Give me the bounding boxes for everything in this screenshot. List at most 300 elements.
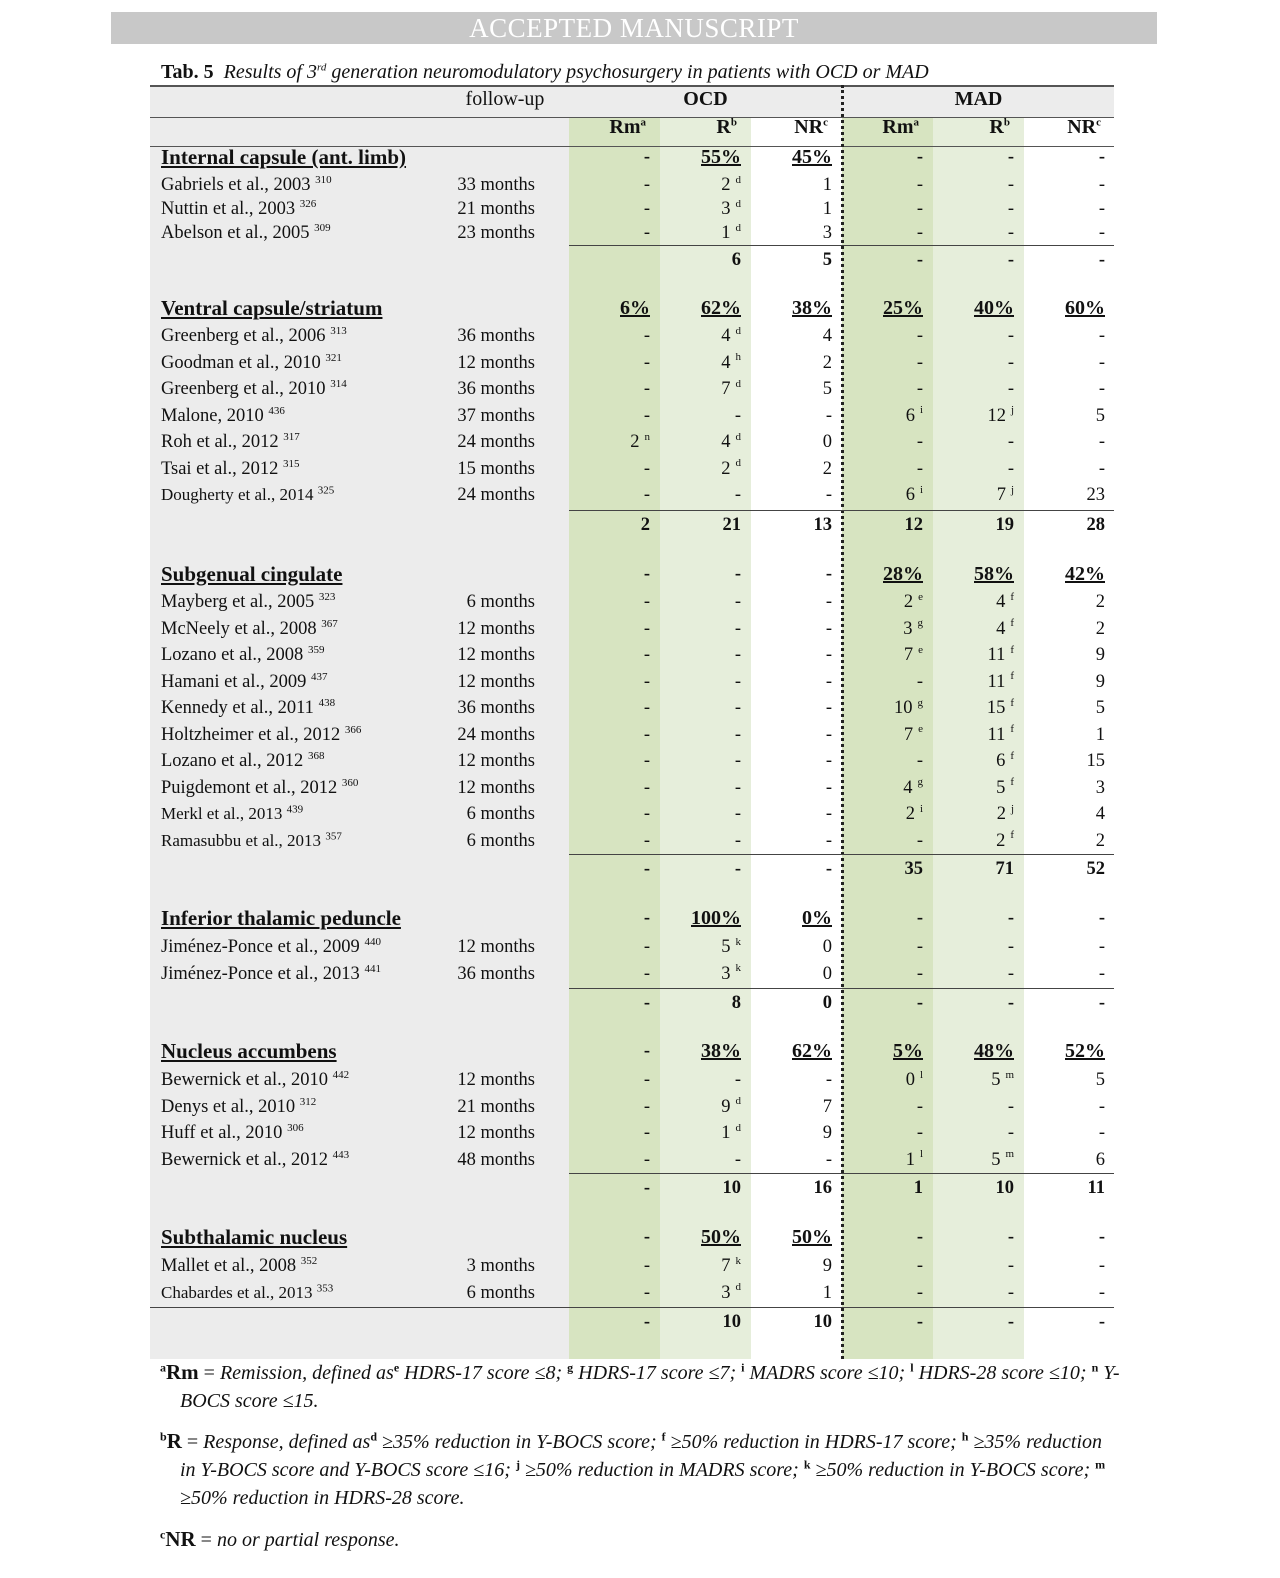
cell-value: - (825, 645, 832, 665)
cell-value: - (643, 592, 650, 612)
followup-duration: 12 months (457, 618, 535, 639)
table-cell-value (842, 591, 923, 613)
section-total-value: 19 (995, 515, 1014, 535)
cell-value: - (1007, 352, 1014, 373)
study-reference-number: 368 (307, 749, 325, 762)
section-title: Subthalamic nucleus (161, 1225, 348, 1249)
table-cell-value (1024, 697, 1105, 719)
table-cell-value (842, 378, 923, 400)
cell-value: 9 (1095, 645, 1105, 665)
table-cell-value (569, 174, 650, 196)
footnote-item-mark: i (741, 1360, 745, 1375)
final-table-rule (150, 1307, 1114, 1308)
table-cell-value (842, 777, 923, 799)
cell-value: - (1007, 199, 1014, 219)
study-citation (161, 1282, 333, 1304)
section-total-value: 16 (813, 1178, 832, 1198)
section-summary-value: - (734, 564, 741, 584)
cell-value: 1 (721, 1123, 731, 1143)
footnote-b (150, 1427, 1120, 1512)
followup-duration: 21 months (457, 1096, 535, 1117)
footnote-term: NR (165, 1527, 196, 1551)
footnote-item-text: ≥35% reduction in Y-BOCS score and Y-BOCS score ≤16; (180, 1431, 1102, 1481)
table-cell-value (1024, 591, 1105, 613)
table-cell-value (842, 1282, 923, 1304)
cell-value: - (734, 405, 741, 426)
cell-value: - (643, 963, 650, 984)
cell-value: - (734, 751, 741, 771)
cell-footnote-mark: g (917, 696, 923, 709)
study-reference-number: 359 (307, 643, 325, 656)
followup-duration: 3 months (466, 1256, 535, 1276)
section-total-value: - (1007, 1312, 1014, 1332)
footnote-item-text: ≥50% reduction in HDRS-28 score. (180, 1487, 465, 1509)
section-total-value: 21 (722, 515, 741, 535)
study-reference-number: 441 (364, 962, 381, 975)
column-header-label: Rm (609, 116, 641, 138)
subtotal-rule (569, 245, 1114, 246)
footnote-equals: = (195, 1529, 217, 1551)
cell-value: 4 (903, 777, 913, 798)
footnote-item-text: HDRS-17 score ≤8; (399, 1362, 568, 1384)
cell-footnote-mark: f (1010, 643, 1014, 656)
cell-value: 6 (996, 751, 1006, 771)
table-cell-value (660, 431, 741, 453)
cell-value: 1 (721, 223, 731, 243)
study-reference-number: 326 (299, 197, 317, 210)
study-citation (161, 431, 300, 453)
cell-value: - (916, 751, 923, 771)
table-cell-value (933, 1255, 1014, 1277)
footnote-item-mark: f (661, 1429, 666, 1444)
cell-value: 11 (987, 671, 1006, 692)
followup-duration: 36 months (457, 698, 535, 718)
cell-value: - (643, 645, 650, 665)
cell-value: 6 (905, 485, 915, 505)
followup-duration: 24 months (457, 485, 535, 505)
cell-value: - (643, 485, 650, 505)
footnote-item-mark: k (803, 1457, 811, 1472)
cell-footnote-mark: i (919, 483, 923, 496)
section-total-value: - (825, 859, 832, 879)
cell-value: - (643, 1256, 650, 1276)
study-name: Bewernick et al., 2010 (161, 1070, 328, 1090)
cell-footnote-mark: f (1010, 776, 1014, 789)
cell-value: - (825, 671, 832, 692)
cell-value: - (1098, 1123, 1105, 1143)
cell-value: - (825, 405, 832, 426)
cell-value: 4 (721, 352, 731, 373)
footnote-mark: b (160, 1429, 167, 1444)
footnote-mark: c (160, 1527, 166, 1542)
study-name: Chabardes et al., 2013 (161, 1282, 313, 1302)
table-cell-value (751, 1122, 832, 1144)
section-title: Ventral capsule/striatum (161, 296, 383, 320)
section-summary-value: - (643, 147, 650, 167)
cell-value: 2 (721, 458, 731, 479)
cell-value: 2 (1095, 618, 1105, 639)
table-cell-value (751, 963, 832, 985)
cell-value: - (1098, 326, 1105, 346)
cell-value: - (643, 1070, 650, 1090)
cell-value: - (734, 645, 741, 665)
table-cell-value (751, 697, 832, 719)
cell-value: 15 (1086, 751, 1105, 771)
table-cell-value (569, 671, 650, 693)
cell-value: - (1007, 326, 1014, 346)
section-summary-value: - (825, 564, 832, 584)
cell-footnote-mark: i (919, 404, 923, 417)
study-name: Greenberg et al., 2010 (161, 379, 326, 399)
column-header (751, 116, 828, 138)
cell-value: 1 (822, 1282, 832, 1303)
cell-value: 2 (905, 804, 915, 824)
study-name: Kennedy et al., 2011 (161, 698, 314, 718)
cell-footnote-mark: g (917, 776, 923, 789)
study-name: Abelson et al., 2005 (161, 223, 310, 243)
cell-value: 7 (903, 724, 914, 745)
study-citation (161, 803, 303, 825)
table-cell-value (660, 198, 741, 220)
study-citation (161, 671, 328, 693)
study-name: Bewernick et al., 2012 (161, 1149, 328, 1170)
cell-footnote-mark: m (1005, 1068, 1014, 1081)
table-cell-value (933, 644, 1014, 666)
table-cell-value (1024, 936, 1105, 958)
study-reference-number: 442 (332, 1068, 350, 1081)
table-cell-value (660, 484, 741, 506)
table-cell-value (933, 325, 1014, 347)
footnote-item-text: ≥50% reduction in MADRS score; (519, 1459, 804, 1481)
cell-footnote-mark: d (735, 377, 741, 390)
study-citation (161, 174, 332, 196)
study-reference-number: 310 (315, 173, 332, 186)
study-reference-number: 437 (311, 670, 328, 683)
study-name: Nuttin et al., 2003 (161, 199, 296, 219)
cell-value: 2 (822, 352, 832, 373)
study-citation (161, 378, 347, 400)
study-reference-number: 438 (318, 696, 336, 709)
study-citation (161, 458, 300, 480)
table-cell-value (933, 777, 1014, 799)
table-cell-value (1024, 325, 1105, 347)
cell-value: 2 (630, 432, 640, 452)
section-summary-value: 50% (792, 1226, 832, 1248)
table-cell-value (1024, 222, 1105, 244)
table-cell-value (569, 1096, 650, 1118)
section-summary-value: - (643, 1041, 650, 1061)
section-total-value: 71 (995, 859, 1014, 879)
cell-value: - (643, 326, 650, 346)
table-cell-value (751, 222, 832, 244)
cell-footnote-mark: n (644, 430, 650, 443)
column-header-footnote-mark: a (640, 116, 646, 129)
table-cell-value (569, 644, 650, 666)
study-name: Merkl et al., 2013 (161, 804, 283, 823)
column-header-footnote-mark: c (1096, 116, 1101, 129)
footnote-term: Rm (166, 1360, 199, 1384)
cell-footnote-mark: d (735, 457, 741, 470)
cell-footnote-mark: k (735, 1254, 741, 1267)
study-reference-number: 357 (325, 829, 342, 842)
cell-value: - (1007, 1256, 1014, 1276)
table-cell-value (842, 697, 923, 719)
table-cell-value (751, 1069, 832, 1091)
cell-value: - (643, 1096, 650, 1117)
section-summary-value: 42% (1065, 563, 1105, 585)
study-reference-number: 323 (318, 590, 336, 603)
section-summary-value: 100% (691, 907, 741, 929)
followup-header: follow-up (465, 88, 545, 110)
cell-footnote-mark: g (917, 617, 923, 630)
table-cell-value (751, 1282, 832, 1304)
study-reference-number: 312 (299, 1095, 317, 1108)
followup-duration: 6 months (466, 592, 535, 612)
study-name: Dougherty et al., 2014 (161, 485, 314, 504)
cell-value: - (916, 963, 923, 984)
section-summary-value: 40% (974, 297, 1014, 319)
cell-value: - (1098, 1096, 1105, 1117)
cell-footnote-mark: f (1010, 723, 1014, 736)
followup-duration: 36 months (457, 379, 535, 399)
footnote-item-text: ≥50% reduction in HDRS-17 score; (665, 1431, 962, 1453)
section-summary-value: 38% (792, 297, 832, 319)
table-cell-value (751, 591, 832, 613)
cell-value: 9 (822, 1256, 832, 1276)
section-total-value: - (916, 993, 923, 1013)
section-summary-value: 58% (974, 563, 1014, 585)
section-total-value: - (643, 1178, 650, 1198)
cell-value: - (825, 1070, 832, 1090)
study-name: Gabriels et al., 2003 (161, 175, 311, 195)
footnote-definition: no or partial response. (216, 1529, 400, 1551)
table-cell-value (660, 1122, 741, 1144)
table-cell-value (569, 1069, 650, 1091)
study-reference-number: 367 (321, 617, 338, 630)
footnote-definition: Response, defined as (203, 1431, 371, 1453)
cell-value: - (1098, 1256, 1105, 1276)
cell-value: - (643, 175, 650, 195)
table-cell-value (842, 963, 923, 985)
cell-value: 3 (1095, 777, 1105, 798)
cell-value: - (1007, 458, 1014, 479)
table-cell-value (1024, 352, 1105, 374)
followup-duration: 15 months (457, 458, 535, 479)
section-total-value: 11 (1087, 1178, 1105, 1198)
section-summary-value: 62% (792, 1040, 832, 1062)
cell-value: 5 (721, 937, 731, 957)
section-summary-value: - (1007, 908, 1014, 928)
study-name: Puigdemont et al., 2012 (161, 777, 338, 798)
cell-footnote-mark: e (918, 643, 923, 656)
study-name: Huff et al., 2010 (161, 1123, 283, 1143)
cell-value: 3 (721, 199, 731, 219)
column-header-label: NR (1067, 116, 1097, 138)
cell-value: 6 (1095, 1149, 1105, 1170)
section-summary-value: - (1098, 908, 1105, 928)
table-label: Tab. 5 (161, 61, 214, 83)
table-cell-value (933, 222, 1014, 244)
table-cell-value (933, 1149, 1014, 1171)
cell-value: 5 (991, 1149, 1001, 1170)
study-name: Malone, 2010 (161, 405, 264, 426)
cell-value: - (734, 485, 741, 505)
section-total-value: 10 (722, 1178, 741, 1198)
table-cell-value (933, 352, 1014, 374)
cell-value: - (643, 379, 650, 399)
table-cell-value (1024, 458, 1105, 480)
followup-duration: 48 months (457, 1149, 535, 1170)
table-cell-value (660, 724, 741, 746)
followup-duration: 6 months (466, 804, 535, 824)
table-cell-value (933, 198, 1014, 220)
study-citation (161, 830, 342, 852)
table-cell-value (751, 724, 832, 746)
cell-value: 7 (721, 1256, 731, 1276)
table-cell-value (751, 750, 832, 772)
followup-duration: 12 months (457, 1123, 535, 1143)
table-cell-value (842, 405, 923, 427)
study-name: Denys et al., 2010 (161, 1096, 296, 1117)
cell-value: - (643, 458, 650, 479)
cell-footnote-mark: l (919, 1148, 923, 1161)
study-citation (161, 1255, 317, 1277)
cell-value: 15 (986, 698, 1006, 718)
study-name: Tsai et al., 2012 (161, 458, 279, 479)
followup-duration: 12 months (457, 1070, 535, 1090)
column-header (842, 116, 919, 138)
table-cell-value (660, 777, 741, 799)
table-cell-value (569, 198, 650, 220)
footnote-item-mark: h (961, 1429, 969, 1444)
table-cell-value (1024, 644, 1105, 666)
table-cell-value (569, 1255, 650, 1277)
study-citation (161, 644, 324, 666)
cell-value: - (916, 830, 923, 851)
table-cell-value (842, 1069, 923, 1091)
column-header-label: R (989, 116, 1004, 138)
followup-duration: 21 months (457, 199, 535, 219)
table-cell-value (569, 484, 650, 506)
results-table (150, 85, 1114, 1359)
cell-value: - (825, 804, 832, 824)
table-cell-value (660, 830, 741, 852)
table-cell-value (751, 777, 832, 799)
study-name: Goodman et al., 2010 (161, 352, 321, 373)
followup-duration: 6 months (466, 830, 535, 851)
table-cell-value (569, 378, 650, 400)
study-citation (161, 352, 342, 374)
cell-value: - (916, 1123, 923, 1143)
footnote-item-text: Y-BOCS score ≤15. (180, 1362, 1120, 1412)
table-cell-value (660, 750, 741, 772)
footnote-item-mark: d (370, 1429, 378, 1444)
cell-value: - (643, 405, 650, 426)
footnote-equals: = (198, 1362, 220, 1384)
study-name: Lozano et al., 2012 (161, 751, 304, 771)
table-cell-value (660, 697, 741, 719)
section-total-value: 35 (904, 859, 923, 879)
study-reference-number: 440 (364, 935, 381, 948)
followup-duration: 24 months (457, 432, 535, 452)
footnote-term: R (166, 1429, 182, 1453)
cell-value: 9 (822, 1123, 832, 1143)
table-cell-value (569, 777, 650, 799)
section-summary-value: 28% (883, 563, 923, 585)
table-cell-value (933, 484, 1014, 506)
footnote-c (150, 1525, 1120, 1554)
cell-value: - (916, 1256, 923, 1276)
cell-value: 2 (721, 175, 731, 195)
cell-value: - (734, 1149, 741, 1170)
study-name: Jiménez-Ponce et al., 2009 (161, 937, 360, 957)
section-summary-value: - (643, 564, 650, 584)
section-title: Inferior thalamic peduncle (161, 906, 401, 930)
cell-value: - (1098, 432, 1105, 452)
cell-footnote-mark: f (1010, 749, 1014, 762)
table-cell-value (842, 644, 923, 666)
column-header-footnote-mark: a (913, 116, 919, 129)
cell-footnote-mark: d (735, 430, 741, 443)
cell-value: - (1098, 963, 1105, 984)
table-cell-value (842, 431, 923, 453)
section-total-value: - (1007, 993, 1014, 1013)
cell-value: - (916, 432, 923, 452)
table-cell-value (933, 618, 1014, 640)
table-cell-value (751, 198, 832, 220)
subtotal-rule (569, 854, 1114, 855)
table-cell-value (751, 174, 832, 196)
cell-footnote-mark: i (919, 802, 923, 815)
footnote-item-text: MADRS score ≤10; (744, 1362, 911, 1384)
study-name: Jiménez-Ponce et al., 2013 (161, 963, 360, 984)
cell-value: - (734, 1070, 741, 1090)
cell-value: - (1007, 432, 1014, 452)
table-cell-value (842, 936, 923, 958)
table-cell-value (569, 1282, 650, 1304)
table-cell-value (660, 1069, 741, 1091)
footnote-item-mark: n (1091, 1360, 1099, 1375)
cell-value: - (643, 830, 650, 851)
cell-value: 2 (996, 804, 1006, 824)
cell-value: - (916, 326, 923, 346)
cell-value: 7 (721, 379, 731, 399)
table-cell-value (569, 325, 650, 347)
table-cell-value (751, 671, 832, 693)
column-header-footnote-mark: b (1003, 116, 1010, 129)
cell-value: - (825, 618, 832, 639)
cell-value: - (916, 1282, 923, 1303)
table-cell-value (569, 618, 650, 640)
cell-value: 0 (822, 963, 832, 984)
table-cell-value (660, 405, 741, 427)
followup-duration: 36 months (457, 326, 535, 346)
section-summary-value: - (643, 908, 650, 928)
cell-value: 3 (822, 223, 832, 243)
cell-value: - (643, 223, 650, 243)
table-cell-value (1024, 963, 1105, 985)
cell-value: - (1098, 223, 1105, 243)
table-cell-value (842, 803, 923, 825)
section-summary-value: 5% (893, 1040, 923, 1062)
study-name: Roh et al., 2012 (161, 432, 279, 452)
study-reference-number: 314 (330, 377, 347, 390)
cell-value: - (916, 937, 923, 957)
cell-value: - (643, 671, 650, 692)
table-cell-value (1024, 618, 1105, 640)
section-total-value: - (1007, 250, 1014, 270)
cell-value: - (734, 592, 741, 612)
